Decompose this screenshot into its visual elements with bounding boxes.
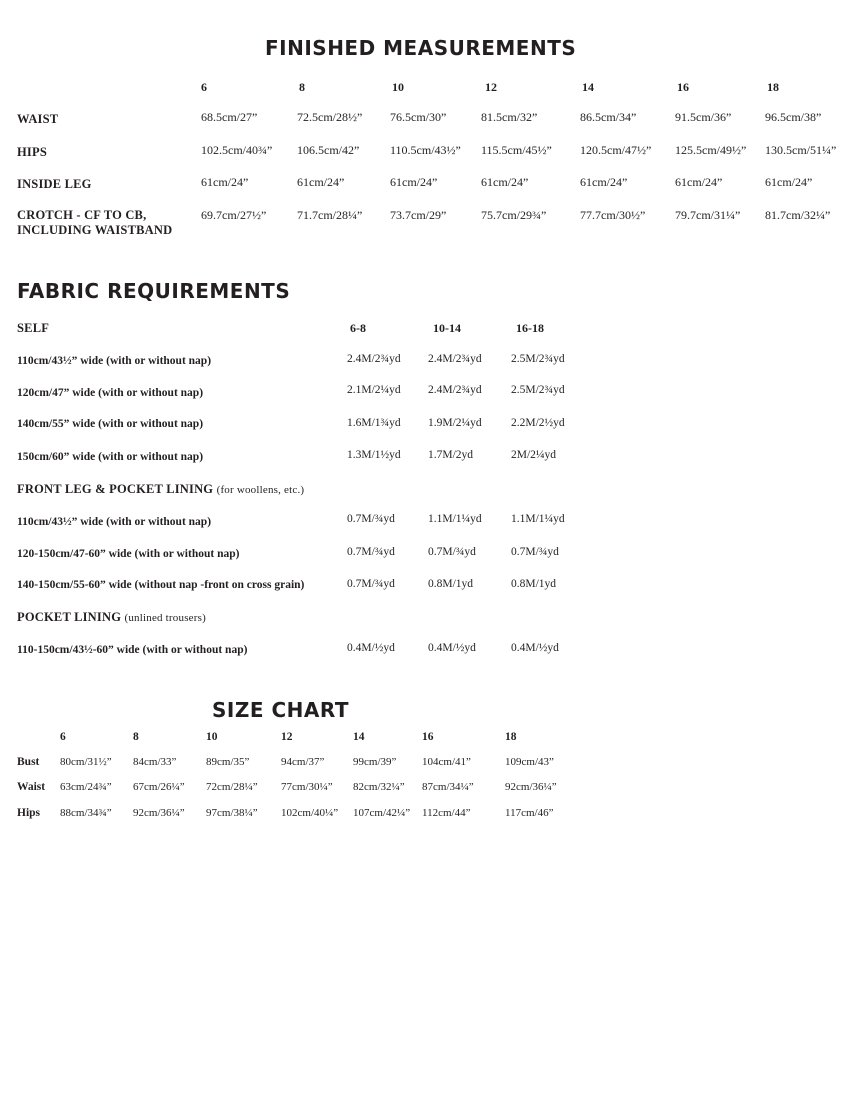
fabric-size-group-header: 16-18 bbox=[516, 321, 544, 335]
finished-cell: 69.7cm/27½” bbox=[201, 208, 267, 222]
size-chart-cell: 92cm/36¼” bbox=[133, 807, 185, 819]
finished-cell: 96.5cm/38” bbox=[765, 110, 822, 124]
finished-cell: 61cm/24” bbox=[765, 175, 813, 189]
size-chart-cell: 117cm/46” bbox=[505, 807, 554, 819]
fabric-cell: 2.5M/2¾yd bbox=[511, 384, 565, 396]
fabric-row-label: 140-150cm/55-60” wide (without nap -front on cross grain) bbox=[17, 579, 305, 591]
size-chart-cell: 104cm/41” bbox=[422, 756, 471, 768]
finished-cell: 72.5cm/28½” bbox=[297, 110, 363, 124]
size-chart-cell: 72cm/28¼” bbox=[206, 781, 258, 793]
finished-cell: 73.7cm/29” bbox=[390, 208, 447, 222]
finished-cell: 61cm/24” bbox=[297, 175, 345, 189]
finished-cell: 106.5cm/42” bbox=[297, 143, 360, 157]
fabric-cell: 0.7M/¾yd bbox=[347, 546, 395, 558]
finished-row-label-inside-leg: INSIDE LEG bbox=[17, 177, 92, 191]
finished-size-header: 18 bbox=[767, 80, 779, 94]
fabric-cell: 2.5M/2¾yd bbox=[511, 353, 565, 365]
finished-row-label-crotch-line2: INCLUDING WAISTBAND bbox=[17, 223, 173, 237]
size-chart-cell: 109cm/43” bbox=[505, 756, 554, 768]
fabric-pocket-lining-label-text: POCKET LINING bbox=[17, 610, 122, 624]
fabric-row-label: 120cm/47” wide (with or without nap) bbox=[17, 387, 204, 399]
size-chart-row-label-bust: Bust bbox=[17, 756, 40, 768]
fabric-cell: 2.4M/2¾yd bbox=[347, 353, 401, 365]
finished-measurements-title: FINISHED MEASUREMENTS bbox=[265, 36, 577, 60]
fabric-row-label: 120-150cm/47-60” wide (with or without nap) bbox=[17, 548, 240, 560]
finished-size-header: 6 bbox=[201, 80, 207, 94]
size-chart-cell: 80cm/31½” bbox=[60, 756, 112, 768]
finished-cell: 68.5cm/27” bbox=[201, 110, 258, 124]
finished-cell: 61cm/24” bbox=[201, 175, 249, 189]
finished-size-header: 10 bbox=[392, 80, 404, 94]
fabric-size-group-header: 6-8 bbox=[350, 321, 366, 335]
fabric-front-leg-label bbox=[17, 482, 304, 498]
size-chart-cell: 77cm/30¼” bbox=[281, 781, 333, 793]
fabric-front-leg-note: (for woollens, etc.) bbox=[216, 484, 305, 496]
fabric-row-label: 110cm/43½” wide (with or without nap) bbox=[17, 516, 212, 528]
finished-cell: 110.5cm/43½” bbox=[390, 143, 461, 157]
fabric-cell: 0.7M/¾yd bbox=[347, 578, 395, 590]
fabric-cell: 0.7M/¾yd bbox=[428, 546, 476, 558]
size-chart-size-header: 8 bbox=[133, 731, 139, 743]
fabric-cell: 0.7M/¾yd bbox=[511, 546, 559, 558]
fabric-cell: 1.9M/2¼yd bbox=[428, 417, 482, 429]
fabric-cell: 1.1M/1¼yd bbox=[511, 513, 565, 525]
finished-row-label-waist: WAIST bbox=[17, 112, 59, 126]
finished-size-header: 12 bbox=[485, 80, 497, 94]
finished-cell: 61cm/24” bbox=[580, 175, 628, 189]
size-chart-size-header: 14 bbox=[353, 731, 365, 743]
fabric-self-label: SELF bbox=[17, 321, 50, 335]
size-chart-size-header: 16 bbox=[422, 731, 434, 743]
size-chart-cell: 82cm/32¼” bbox=[353, 781, 405, 793]
size-chart-cell: 94cm/37” bbox=[281, 756, 325, 768]
finished-cell: 77.7cm/30½” bbox=[580, 208, 646, 222]
size-chart-cell: 67cm/26¼” bbox=[133, 781, 185, 793]
fabric-cell: 1.7M/2yd bbox=[428, 449, 474, 461]
fabric-cell: 2.2M/2½yd bbox=[511, 417, 565, 429]
fabric-front-leg-label-text: FRONT LEG & POCKET LINING bbox=[17, 482, 214, 496]
fabric-cell: 0.4M/½yd bbox=[428, 642, 476, 654]
finished-cell: 61cm/24” bbox=[675, 175, 723, 189]
fabric-cell: 2.4M/2¾yd bbox=[428, 384, 482, 396]
fabric-cell: 0.4M/½yd bbox=[347, 642, 395, 654]
size-chart-row-label-hips: Hips bbox=[17, 807, 41, 819]
fabric-pocket-lining-label bbox=[17, 610, 206, 626]
finished-cell: 61cm/24” bbox=[390, 175, 438, 189]
size-chart-cell: 112cm/44” bbox=[422, 807, 471, 819]
fabric-size-group-header: 10-14 bbox=[433, 321, 461, 335]
finished-row-label-crotch: CROTCH - CF TO CB, bbox=[17, 208, 147, 222]
finished-cell: 130.5cm/51¼” bbox=[765, 143, 837, 157]
size-chart-cell: 84cm/33” bbox=[133, 756, 177, 768]
fabric-row-label: 110-150cm/43½-60” wide (with or without nap) bbox=[17, 644, 248, 656]
fabric-cell: 2.4M/2¾yd bbox=[428, 353, 482, 365]
fabric-cell: 0.8M/1yd bbox=[511, 578, 557, 590]
finished-cell: 91.5cm/36” bbox=[675, 110, 732, 124]
size-chart-cell: 89cm/35” bbox=[206, 756, 250, 768]
size-chart-cell: 99cm/39” bbox=[353, 756, 397, 768]
fabric-row-label: 110cm/43½” wide (with or without nap) bbox=[17, 355, 212, 367]
fabric-requirements-title: FABRIC REQUIREMENTS bbox=[17, 279, 291, 303]
size-chart-size-header: 18 bbox=[505, 731, 517, 743]
size-chart-cell: 63cm/24¾” bbox=[60, 781, 112, 793]
fabric-cell: 1.3M/1½yd bbox=[347, 449, 401, 461]
size-chart-cell: 97cm/38¼” bbox=[206, 807, 258, 819]
fabric-pocket-lining-note: (unlined trousers) bbox=[124, 612, 206, 624]
fabric-cell: 1.1M/1¼yd bbox=[428, 513, 482, 525]
size-chart-cell: 107cm/42¼” bbox=[353, 807, 411, 819]
fabric-cell: 0.4M/½yd bbox=[511, 642, 559, 654]
size-chart-cell: 88cm/34¾” bbox=[60, 807, 112, 819]
size-chart-cell: 102cm/40¼” bbox=[281, 807, 339, 819]
fabric-cell: 2.1M/2¼yd bbox=[347, 384, 401, 396]
finished-cell: 75.7cm/29¾” bbox=[481, 208, 547, 222]
size-chart-title: SIZE CHART bbox=[212, 698, 350, 722]
finished-size-header: 16 bbox=[677, 80, 689, 94]
size-chart-row-label-waist: Waist bbox=[17, 781, 46, 793]
finished-cell: 76.5cm/30” bbox=[390, 110, 447, 124]
fabric-cell: 0.8M/1yd bbox=[428, 578, 474, 590]
size-chart-cell: 92cm/36¼” bbox=[505, 781, 557, 793]
finished-size-header: 14 bbox=[582, 80, 594, 94]
finished-cell: 61cm/24” bbox=[481, 175, 529, 189]
fabric-cell: 2M/2¼yd bbox=[511, 449, 557, 461]
finished-cell: 102.5cm/40¾” bbox=[201, 143, 273, 157]
size-chart-cell: 87cm/34¼” bbox=[422, 781, 474, 793]
finished-cell: 86.5cm/34” bbox=[580, 110, 637, 124]
finished-cell: 115.5cm/45½” bbox=[481, 143, 552, 157]
fabric-row-label: 140cm/55” wide (with or without nap) bbox=[17, 418, 204, 430]
finished-cell: 125.5cm/49½” bbox=[675, 143, 747, 157]
finished-row-label-hips: HIPS bbox=[17, 145, 47, 159]
finished-cell: 120.5cm/47½” bbox=[580, 143, 652, 157]
fabric-cell: 1.6M/1¾yd bbox=[347, 417, 401, 429]
finished-size-header: 8 bbox=[299, 80, 305, 94]
fabric-row-label: 150cm/60” wide (with or without nap) bbox=[17, 451, 204, 463]
size-chart-size-header: 12 bbox=[281, 731, 293, 743]
finished-cell: 81.7cm/32¼” bbox=[765, 208, 831, 222]
size-chart-size-header: 10 bbox=[206, 731, 218, 743]
finished-cell: 71.7cm/28¼” bbox=[297, 208, 363, 222]
finished-cell: 79.7cm/31¼” bbox=[675, 208, 741, 222]
finished-cell: 81.5cm/32” bbox=[481, 110, 538, 124]
size-chart-size-header: 6 bbox=[60, 731, 66, 743]
fabric-cell: 0.7M/¾yd bbox=[347, 513, 395, 525]
